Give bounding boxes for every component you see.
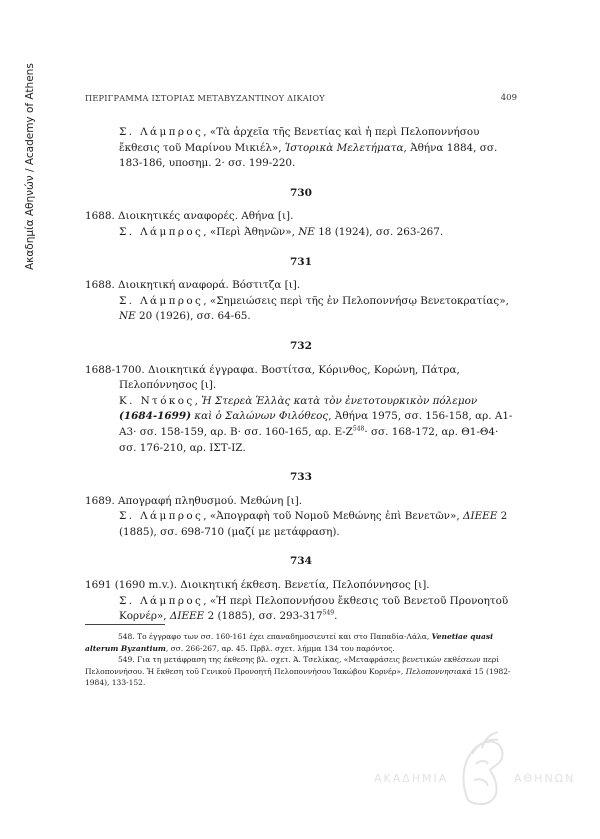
entry-description: 1688. Διοικητική αναφορά. Βόστιτζα [ι].	[85, 279, 301, 292]
entry-734	[85, 554, 517, 624]
entry-reference: Σ. Λάμπρος, «Ἡ περὶ Πελοποννήσου ἔκθεσις τοῦ Βενετοῦ Προνοητοῦ Κορνέρ», ΔΙΕΕΕ 2 (1885), σσ. $293-317^{549}$.	[119, 594, 509, 623]
entry-number: 731	[289, 255, 313, 268]
entry-description: 1688-1700. Διοικητικά έγγραφα. Βοστίτσα, Κόρινθος, Κορώνη, Πάτρα, Πελοπόννησος [ι].	[85, 363, 460, 392]
watermark-word-left: ΑΚΑΔΗΜΙΑ	[374, 772, 449, 785]
entry-733	[85, 470, 517, 540]
entry-731	[85, 255, 517, 325]
footnote-548: 548. Το έγγραφο των σσ. 160-161 έχει επαναδημοσιευτεί και στο Παπαδία-Λάλα, Venetiae quasi alterum Byzantium, σσ. 266-267, αρ. 45. Πρβλ. σχετ. λήμμα 134 του παρόντος.	[85, 632, 493, 653]
running-header	[85, 93, 517, 109]
continued-reference: Σ. Λάμπρος, «Τὰ ἀρχεῖα τῆς Βενετίας καὶ ἡ περὶ Πελοποννήσου ἔκθεσις τοῦ Μαρίνου Μικιέλ», Ἱστορικὰ Μελετήματα, Ἀθήνα 1884, σσ. 183-186, υποσημ. 2· σσ. 199-220.	[119, 126, 498, 170]
entry-number: 730	[289, 186, 313, 199]
entry-730	[85, 186, 517, 241]
footnote-549: 549. Για τη μετάφραση της έκθεσης βλ. σχετ. Ά. Τσελίκας, «Μεταφράσεις βενετικών εκθέσεων περί Πελοποννήσου. Ἡ ἔκθεση τοῦ Γενικοῦ Προνοητῆ Πελοποννήσου Ἰακώβου Κορνέρ», Πελοποννησιακά 15 (1982-1984), 133-152.	[85, 655, 511, 688]
entry-description: 1689. Απογραφή πληθυσμού. Μεθώνη [ι].	[85, 494, 303, 507]
entry-number: 734	[289, 555, 313, 568]
watermark-word-right: ΑΘΗΝΩΝ	[514, 772, 576, 785]
entry-reference: Σ. Λάμπρος, «Ἀπογραφὴ τοῦ Νομοῦ Μεθώνης ἐπὶ Βενετῶν», ΔΙΕΕΕ 2 (1885), σσ. 698-710 (μαζί με μετάφραση).	[119, 510, 508, 538]
entry-number: 732	[289, 339, 313, 352]
entry-reference: Σ. Λάμπρος, «Σημειώσεις περὶ τῆς ἐν Πελοποννήσῳ Βενετοκρατίας», ΝΕ 20 (1926), σσ. 64-65.	[119, 294, 509, 323]
archive-side-label: Ακαδημία Αθηνών / Academy of Athens	[24, 63, 36, 270]
footnote-divider	[85, 624, 165, 625]
entry-description: 1691 (1690 m.v.). Διοικητική έκθεση. Βενετία, Πελοπόννησος [ι].	[85, 579, 430, 592]
header-title: ΠΕΡΙΓΡΑΜΜΑ ΙΣΤΟΡΙΑΣ ΜΕΤΑΒΥΖΑΝΤΙΝΟΥ ΔΙΚΑΙΟΥ	[85, 93, 325, 103]
entry-732	[85, 339, 517, 456]
footnote-ref-549[interactable]: 549	[322, 609, 335, 617]
academy-watermark	[374, 730, 574, 810]
footnote-ref-548[interactable]: 548	[352, 425, 365, 433]
entry-reference: Σ. Λάμπρος, «Περὶ Ἀθηνῶν», ΝΕ 18 (1924), σσ. 263-267.	[119, 225, 444, 238]
footnotes	[85, 631, 517, 689]
entry-number: 733	[289, 471, 313, 484]
athena-head-icon	[454, 730, 510, 806]
entry-description: 1688. Διοικητικές αναφορές. Αθήνα [ι].	[85, 210, 294, 223]
entry-reference: Κ. Ντόκος, Ἡ Στερεὰ Ἑλλὰς κατὰ τὸν ἐνετοτουρκικὸν πόλεμον (1684-1699) καὶ ὁ Σαλώνων Φιλόθεος, Ἀθήνα 1975, σσ. 156-158, αρ. Α1-Α3· σσ. 158-159, αρ. Β· σσ. 160-165, αρ. $E-Z^{548}\cdot \sigma\sigma$. 168-172, αρ. Θ1-Θ4· σσ. 176-210, αρ. ΙΣΤ-ΙΖ.	[119, 394, 513, 454]
page-number: 409	[500, 93, 517, 103]
main-text	[85, 125, 517, 625]
